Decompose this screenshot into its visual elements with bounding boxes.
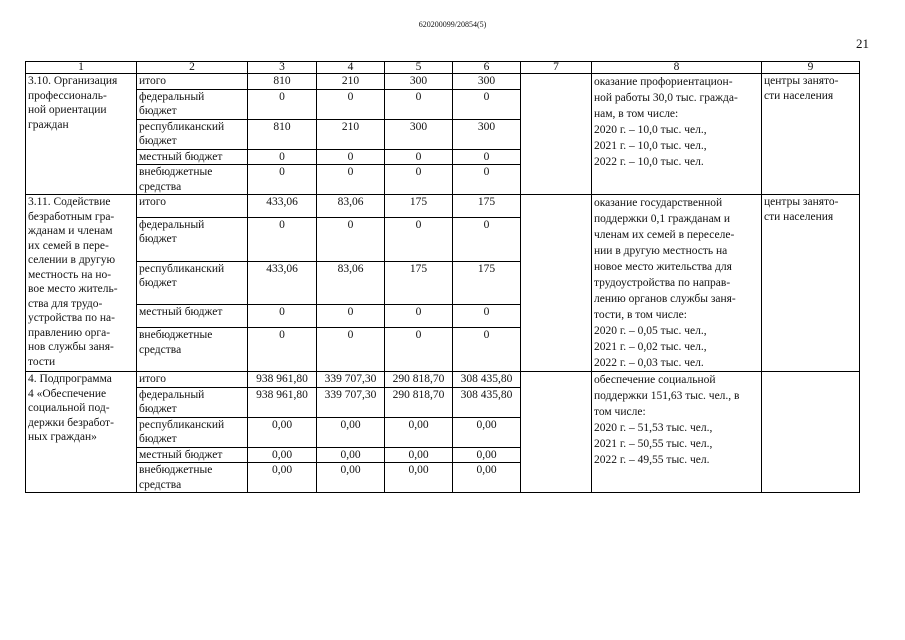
- amount-cell-c4: 83,06: [317, 195, 385, 218]
- section-title-line: селении в другую: [28, 254, 116, 266]
- funding-source: [137, 261, 248, 305]
- section-title-line: профессиональ-: [28, 89, 107, 102]
- amount-cell-c3: 433,06: [248, 195, 317, 218]
- funding-source: [137, 165, 248, 195]
- section-title-line: их семей в пере-: [28, 239, 109, 252]
- funding-source: [137, 417, 248, 447]
- amount-cell-c4: 0: [317, 217, 385, 261]
- amount-cell-c6: 300: [453, 119, 521, 149]
- expected-result-line: 2022 г. – 49,55 тыс. чел.: [594, 454, 710, 466]
- expected-result-line: членам их семей в переселе-: [594, 229, 735, 241]
- section-title: [26, 372, 137, 493]
- expected-result-line: лению органов службы заня-: [594, 293, 736, 305]
- section-title-line: социальной под-: [28, 402, 110, 414]
- empty-col-7: [521, 372, 592, 493]
- section-title-line: правлению орга-: [28, 326, 111, 339]
- table-row: [26, 74, 860, 90]
- amount-cell-c3: 938 961,80: [248, 372, 317, 388]
- amount-cell-c3: 0,00: [248, 417, 317, 447]
- section-title-line: 4. Подпрограмма: [28, 373, 112, 385]
- executor: [762, 372, 860, 493]
- amount-cell-c6: 0,00: [453, 417, 521, 447]
- amount-cell-c3: 0: [248, 305, 317, 328]
- amount-cell-c4: 0,00: [317, 463, 385, 493]
- amount-cell-c4: 210: [317, 119, 385, 149]
- funding-source-line: республиканский: [139, 262, 225, 275]
- funding-source-line: внебюджетные: [139, 166, 213, 178]
- section-title: [26, 195, 137, 372]
- funding-source-line: бюджет: [139, 277, 177, 290]
- funding-source-line: бюджет: [139, 433, 177, 445]
- funding-source-line: республиканский: [139, 120, 225, 133]
- amount-cell-c5: 290 818,70: [385, 387, 453, 417]
- funding-source: [137, 74, 248, 90]
- expected-result-line: оказание профориентацион-: [594, 76, 733, 88]
- header-row: [26, 62, 860, 74]
- amount-cell-c3: 810: [248, 119, 317, 149]
- expected-result-line: поддержки 151,63 тыс. чел., в: [594, 390, 740, 402]
- amount-cell-c3: 0: [248, 328, 317, 372]
- amount-cell-c4: 0,00: [317, 447, 385, 463]
- col-header-7: 7: [521, 62, 592, 74]
- amount-cell-c5: 0: [385, 305, 453, 328]
- funding-source-line: федеральный: [139, 218, 205, 231]
- col-header-5: 5: [385, 62, 453, 74]
- section-title-line: ных граждан»: [28, 431, 97, 443]
- amount-cell-c6: 308 435,80: [453, 387, 521, 417]
- amount-cell-c3: 810: [248, 74, 317, 90]
- funding-source: [137, 89, 248, 119]
- executor: [762, 195, 860, 372]
- empty-col-7: [521, 74, 592, 195]
- funding-source-line: средства: [139, 478, 182, 491]
- amount-cell-c3: 0: [248, 149, 317, 165]
- amount-cell-c6: 175: [453, 261, 521, 305]
- funding-source: [137, 195, 248, 218]
- funding-source-line: бюджет: [139, 403, 177, 415]
- amount-cell-c6: 0: [453, 149, 521, 165]
- amount-cell-c4: 210: [317, 74, 385, 90]
- funding-source: [137, 305, 248, 328]
- funding-source: [137, 372, 248, 388]
- amount-cell-c5: 300: [385, 74, 453, 90]
- amount-cell-c5: 0: [385, 217, 453, 261]
- amount-cell-c6: 0: [453, 217, 521, 261]
- funding-source-line: средства: [139, 180, 182, 193]
- amount-cell-c4: 0: [317, 305, 385, 328]
- expected-result-line: 2020 г. – 51,53 тыс. чел.,: [594, 422, 713, 434]
- amount-cell-c6: 0,00: [453, 447, 521, 463]
- section-title-line: граждан: [28, 118, 69, 131]
- col-header-3: 3: [248, 62, 317, 74]
- section-title-line: 4 «Обеспечение: [28, 387, 107, 400]
- expected-result-line: нам, в том числе:: [594, 108, 679, 120]
- amount-cell-c4: 0,00: [317, 417, 385, 447]
- page-number: 21: [856, 36, 869, 51]
- col-header-4: 4: [317, 62, 385, 74]
- amount-cell-c3: 433,06: [248, 261, 317, 305]
- expected-result-line: 2021 г. – 50,55 тыс. чел.,: [594, 438, 713, 450]
- amount-cell-c5: 300: [385, 119, 453, 149]
- expected-result-line: 2022 г. – 0,03 тыс. чел.: [594, 357, 704, 369]
- expected-result-line: 2020 г. – 0,05 тыс. чел.,: [594, 325, 707, 337]
- amount-cell-c4: 0: [317, 165, 385, 195]
- expected-result-line: 2021 г. – 10,0 тыс. чел.,: [594, 140, 707, 152]
- section-title-line: вое место житель-: [28, 283, 118, 295]
- section-title: [26, 74, 137, 195]
- funding-source-line: федеральный: [139, 90, 205, 103]
- amount-cell-c6: 175: [453, 195, 521, 218]
- section-title-line: держки безработ-: [28, 416, 114, 429]
- expected-result-line: тости, в том числе:: [594, 309, 687, 321]
- amount-cell-c5: 0,00: [385, 417, 453, 447]
- funding-source-line: бюджет: [139, 233, 177, 246]
- expected-result-line: ной работы 30,0 тыс. гражда-: [594, 92, 738, 104]
- expected-result: [592, 74, 762, 195]
- amount-cell-c4: 83,06: [317, 261, 385, 305]
- amount-cell-c6: 308 435,80: [453, 372, 521, 388]
- amount-cell-c5: 0: [385, 165, 453, 195]
- expected-result-line: 2021 г. – 0,02 тыс. чел.,: [594, 341, 707, 353]
- section-title-line: нов службы заня-: [28, 341, 114, 353]
- col-header-1: 1: [26, 62, 137, 74]
- expected-result-line: трудоустройства по направ-: [594, 277, 731, 289]
- section-title-line: ной ориентации: [28, 104, 107, 116]
- section-title-line: тости: [28, 355, 56, 368]
- amount-cell-c5: 0: [385, 149, 453, 165]
- amount-cell-c6: 300: [453, 74, 521, 90]
- empty-col-7: [521, 195, 592, 372]
- funding-source-line: бюджет: [139, 135, 177, 147]
- funding-source-line: итого: [139, 75, 166, 87]
- executor: [762, 74, 860, 195]
- program-table: [25, 61, 860, 493]
- document-number: 620200099/20854(5): [418, 20, 487, 29]
- funding-source-line: итого: [139, 196, 166, 208]
- section-title-line: безработным гра-: [28, 210, 115, 223]
- table-row: [26, 372, 860, 388]
- executor-line: сти населения: [764, 89, 834, 102]
- executor-line: сти населения: [764, 210, 834, 223]
- amount-cell-c3: 0,00: [248, 463, 317, 493]
- funding-source: [137, 447, 248, 463]
- section-title-line: местность на но-: [28, 268, 112, 281]
- section-title-line: жданам и членам: [28, 225, 113, 237]
- amount-cell-c5: 175: [385, 195, 453, 218]
- funding-source: [137, 463, 248, 493]
- section-title-line: ства для трудо-: [28, 297, 103, 310]
- amount-cell-c4: 339 707,30: [317, 387, 385, 417]
- table-row: [26, 195, 860, 218]
- expected-result-line: 2020 г. – 10,0 тыс. чел.,: [594, 124, 707, 136]
- amount-cell-c3: 0: [248, 89, 317, 119]
- amount-cell-c4: 0: [317, 149, 385, 165]
- col-header-2: 2: [137, 62, 248, 74]
- funding-source: [137, 119, 248, 149]
- amount-cell-c5: 0: [385, 328, 453, 372]
- expected-result-line: том числе:: [594, 406, 646, 418]
- expected-result-line: оказание государственной: [594, 197, 723, 209]
- funding-source-line: федеральный: [139, 388, 205, 401]
- section-title-line: 3.11. Содействие: [28, 196, 111, 208]
- col-header-9: 9: [762, 62, 860, 74]
- expected-result-line: 2022 г. – 10,0 тыс. чел.: [594, 156, 704, 168]
- amount-cell-c5: 0,00: [385, 447, 453, 463]
- amount-cell-c3: 0: [248, 217, 317, 261]
- amount-cell-c6: 0,00: [453, 463, 521, 493]
- expected-result: [592, 195, 762, 372]
- expected-result-line: поддержки 0,1 гражданам и: [594, 213, 730, 225]
- funding-source: [137, 387, 248, 417]
- executor-line: центры занято-: [764, 75, 839, 87]
- amount-cell-c6: 0: [453, 89, 521, 119]
- amount-cell-c4: 339 707,30: [317, 372, 385, 388]
- expected-result-line: нии в другую местность на: [594, 245, 728, 257]
- amount-cell-c6: 0: [453, 305, 521, 328]
- col-header-8: 8: [592, 62, 762, 74]
- amount-cell-c5: 175: [385, 261, 453, 305]
- col-header-6: 6: [453, 62, 521, 74]
- amount-cell-c6: 0: [453, 328, 521, 372]
- funding-source-line: местный бюджет: [139, 150, 223, 163]
- amount-cell-c5: 290 818,70: [385, 372, 453, 388]
- funding-source-line: средства: [139, 343, 182, 356]
- section-title-line: устройства по на-: [28, 312, 115, 324]
- expected-result-line: новое место жительства для: [594, 261, 732, 273]
- funding-source: [137, 149, 248, 165]
- amount-cell-c3: 0: [248, 165, 317, 195]
- section-title-line: 3.10. Организация: [28, 75, 118, 87]
- amount-cell-c4: 0: [317, 328, 385, 372]
- amount-cell-c4: 0: [317, 89, 385, 119]
- funding-source: [137, 328, 248, 372]
- funding-source-line: внебюджетные: [139, 329, 213, 342]
- funding-source-line: внебюджетные: [139, 464, 213, 476]
- expected-result: [592, 372, 762, 493]
- amount-cell-c3: 0,00: [248, 447, 317, 463]
- funding-source: [137, 217, 248, 261]
- funding-source-line: местный бюджет: [139, 306, 223, 319]
- amount-cell-c3: 938 961,80: [248, 387, 317, 417]
- funding-source-line: итого: [139, 373, 166, 385]
- amount-cell-c5: 0: [385, 89, 453, 119]
- amount-cell-c6: 0: [453, 165, 521, 195]
- amount-cell-c5: 0,00: [385, 463, 453, 493]
- funding-source-line: местный бюджет: [139, 448, 223, 461]
- executor-line: центры занято-: [764, 196, 839, 208]
- funding-source-line: бюджет: [139, 105, 177, 117]
- expected-result-line: обеспечение социальной: [594, 374, 716, 386]
- funding-source-line: республиканский: [139, 418, 225, 431]
